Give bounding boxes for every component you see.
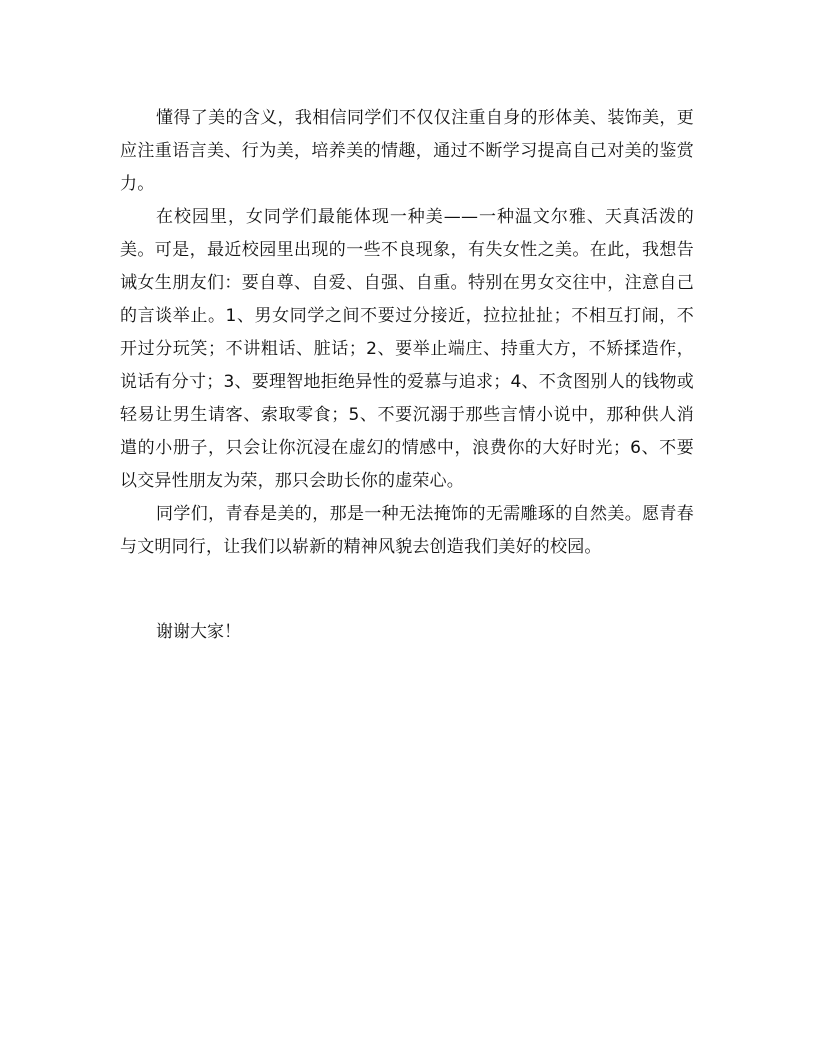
document-body — [120, 102, 694, 649]
closing-thanks: 谢谢大家！ — [156, 622, 241, 642]
paragraph-campus-conduct: 在校园里，女同学们最能体现一种美——一种温文尔雅、天真活泼的美。可是，最近校园里出现的一些不良现象，有失女性之美。在此，我想告诫女生朋友们：要自尊、自爱、自强、自重。特别在男女交往中，注意自己的言谈举止。1、男女同学之间不要过分接近，拉拉扯扯；不相互打闹，不开过分玩笑；不讲粗话、脏话；2、要举止端庄、持重大方，不矫揉造作，说话有分寸；3、要理智地拒绝异性的爱慕与追求；4、不贪图别人的钱物或轻易让男生请客、索取零食；5、不要沉溺于那些言情小说中，那种供人消遣的小册子，只会让你沉浸在虚幻的情感中，浪费你的大好时光；6、不要以交异性朋友为荣，那只会助长你的虚荣心。 — [120, 207, 694, 491]
paragraph-youth-civility: 同学们，青春是美的，那是一种无法掩饰的无需雕琢的自然美。愿青春与文明同行，让我们以崭新的精神风貌去创造我们美好的校园。 — [120, 504, 694, 557]
paragraph-beauty-meaning: 懂得了美的含义，我相信同学们不仅仅注重自身的形体美、装饰美，更应注重语言美、行为美，培养美的情趣，通过不断学习提高自己对美的鉴赏力。 — [120, 108, 694, 194]
